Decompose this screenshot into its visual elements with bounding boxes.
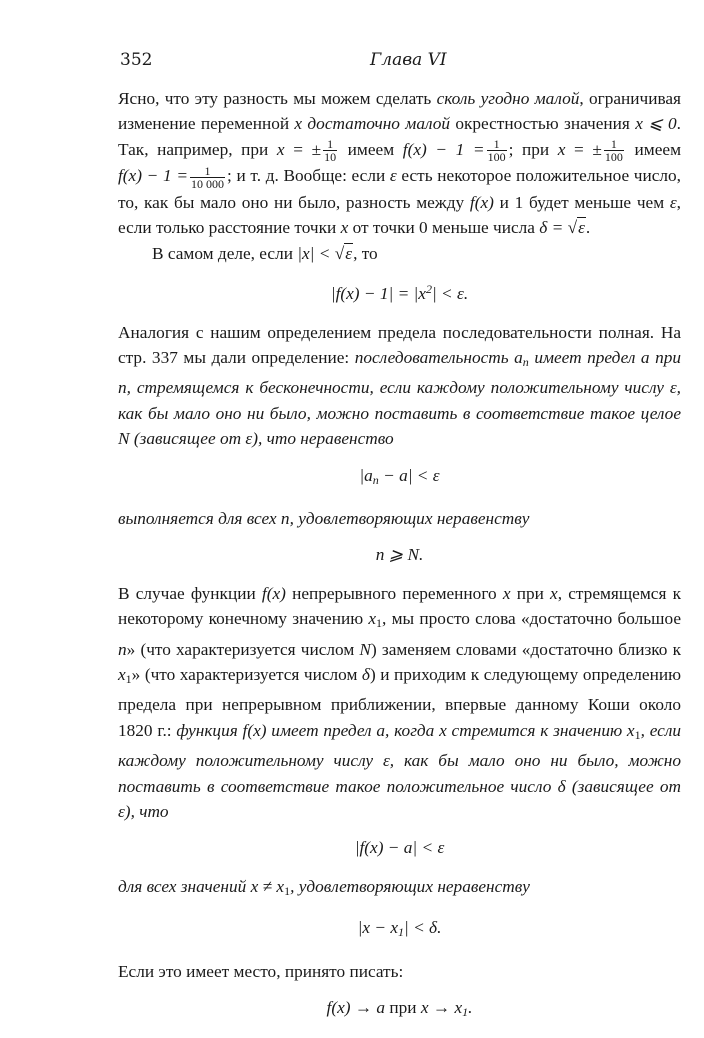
text: при <box>510 583 551 603</box>
italic-text: функция f(x) имеет предел a, когда x стремится к значению x <box>176 720 635 740</box>
paragraph-6 <box>118 874 681 904</box>
subscript: n <box>522 354 529 369</box>
math: |x| < <box>297 243 335 263</box>
math: δ <box>361 664 370 684</box>
math: x <box>557 139 566 159</box>
fraction <box>323 138 337 163</box>
formula-part: − a| < ε <box>378 465 440 485</box>
text: и 1 будет меньше чем <box>493 192 670 212</box>
fraction-numerator: 1 <box>190 165 225 178</box>
text: от точки 0 меньше числа <box>348 218 540 238</box>
page-body <box>118 86 681 1038</box>
running-title: Глава VI <box>370 50 447 70</box>
math: = ± <box>284 139 322 159</box>
fraction-denominator: 10 <box>324 150 337 165</box>
formula-2 <box>118 463 681 493</box>
math: x <box>550 583 558 603</box>
formula-part: |f(x) − 1| = |x <box>330 284 426 304</box>
text: имеем <box>339 139 403 159</box>
italic-text: последовательность a <box>354 347 523 367</box>
paragraph-5 <box>118 581 681 825</box>
text: ; и т. д. Вообще: если <box>227 166 390 186</box>
square-root: √ε <box>334 243 353 263</box>
text: . <box>585 218 591 238</box>
square-root: √ε <box>567 218 585 238</box>
formula-part: | < δ. <box>404 918 442 938</box>
text: » (что характеризуется числом <box>126 639 360 659</box>
formula-part: |x − x <box>357 918 398 938</box>
fraction <box>487 138 507 163</box>
text: . Так, например, при <box>118 114 681 159</box>
fraction <box>190 165 225 190</box>
paragraph-1 <box>118 86 681 241</box>
italic-text: достаточно малой <box>302 114 450 134</box>
math: x <box>276 139 285 159</box>
text: , мы просто слова «достаточно большое <box>382 609 681 629</box>
italic-text: для всех значений x ≠ x <box>118 876 285 896</box>
math: f(x) − 1 = <box>402 139 485 159</box>
math: f(x) <box>261 583 286 603</box>
radicand: ε <box>578 218 585 238</box>
text: имеем <box>625 139 682 159</box>
radicand: ε <box>345 243 353 263</box>
fraction-denominator: 100 <box>604 150 623 165</box>
text: ) заменяем словами «достаточно близко к <box>370 639 682 659</box>
fraction-numerator: 1 <box>604 138 624 151</box>
paragraph-4: выполняется для всех n, удовлетворяющих неравенству <box>118 508 530 528</box>
text: , если только расстояние точки <box>118 192 681 238</box>
formula-part: x → x <box>420 998 463 1018</box>
subscript: 1 <box>398 925 404 940</box>
subscript: 1 <box>376 616 383 631</box>
math: f(x) − 1 = <box>118 166 189 186</box>
formula-4: |f(x) − a| < ε <box>354 838 445 858</box>
formula-3: n ⩾ N. <box>375 545 424 565</box>
text: , то <box>353 243 378 263</box>
text: В случае функции <box>118 583 262 603</box>
formula-part: | < ε. <box>431 284 469 304</box>
math: x <box>340 218 349 238</box>
subscript: 1 <box>125 671 132 686</box>
math: x <box>118 664 126 684</box>
paragraph-3 <box>118 320 681 452</box>
formula-1 <box>118 277 681 306</box>
text: ) и приходим к следующему определению предела при непрерывном приближении, впервые данному Коши около 1820 г.: <box>118 664 681 740</box>
fraction-denominator: 100 <box>487 150 506 165</box>
text: окрестностью значения <box>449 114 636 134</box>
text: непрерывного переменного <box>285 583 503 603</box>
formula-part: |a <box>359 465 373 485</box>
math: N <box>359 639 371 659</box>
italic-text: сколь угодно малой <box>436 89 580 108</box>
math: x ⩽ 0 <box>635 114 677 134</box>
math: f(x) <box>469 192 494 212</box>
text: , стремящемся к некоторому конечному значению <box>118 583 681 629</box>
text: » (что характеризуется числом <box>131 664 362 684</box>
formula-part: f(x) → a <box>326 998 386 1018</box>
italic-text: , если каждому положительному числу ε, как бы мало оно ни было, можно поставить в соответствие такое положительное число δ (зависящее от ε), что <box>118 720 682 821</box>
paragraph-2 <box>118 241 681 266</box>
text: ; при <box>508 139 558 159</box>
fraction-numerator: 1 <box>487 138 507 151</box>
subscript: 1 <box>284 883 291 898</box>
math: = ± <box>565 139 602 159</box>
fraction-numerator: 1 <box>323 138 337 151</box>
subscript: 1 <box>462 1005 469 1020</box>
subscript: n <box>372 472 379 487</box>
text: Аналогия с нашим определением предела последовательности полная. На стр. 337 мы дали определение: <box>118 322 681 367</box>
math: ε <box>669 192 677 212</box>
text: , ограничивая изменение переменной <box>118 89 682 134</box>
fraction-denominator: 10 000 <box>191 176 225 191</box>
formula-part: при <box>385 998 421 1018</box>
italic-text: , удовлетворяющих неравенству <box>290 876 530 896</box>
math: δ = <box>539 218 568 238</box>
italic-text: имеет предел a при n, стремящемся к бесконечности, если каждому положительному числу ε, как бы мало оно ни было, можно поставить в соответствие такое целое N (зависящее от ε), что неравенство <box>118 347 681 449</box>
fraction <box>604 138 624 163</box>
math: ε <box>389 166 397 186</box>
formula-5 <box>118 915 681 945</box>
superscript: 2 <box>425 282 432 297</box>
math: n <box>118 639 127 659</box>
formula-part: . <box>468 998 473 1018</box>
text: В самом деле, если <box>152 243 298 263</box>
math: x <box>502 583 511 603</box>
text: есть некоторое положительное число, то, как бы мало оно ни было, разность между <box>118 166 682 212</box>
math: x <box>294 114 303 134</box>
page-number: 352 <box>120 50 153 70</box>
text: Ясно, что эту разность мы можем сделать <box>118 89 437 108</box>
math: x <box>368 609 377 629</box>
paragraph-7: Если это имеет место, принято писать: <box>118 961 404 981</box>
subscript: 1 <box>634 727 641 742</box>
